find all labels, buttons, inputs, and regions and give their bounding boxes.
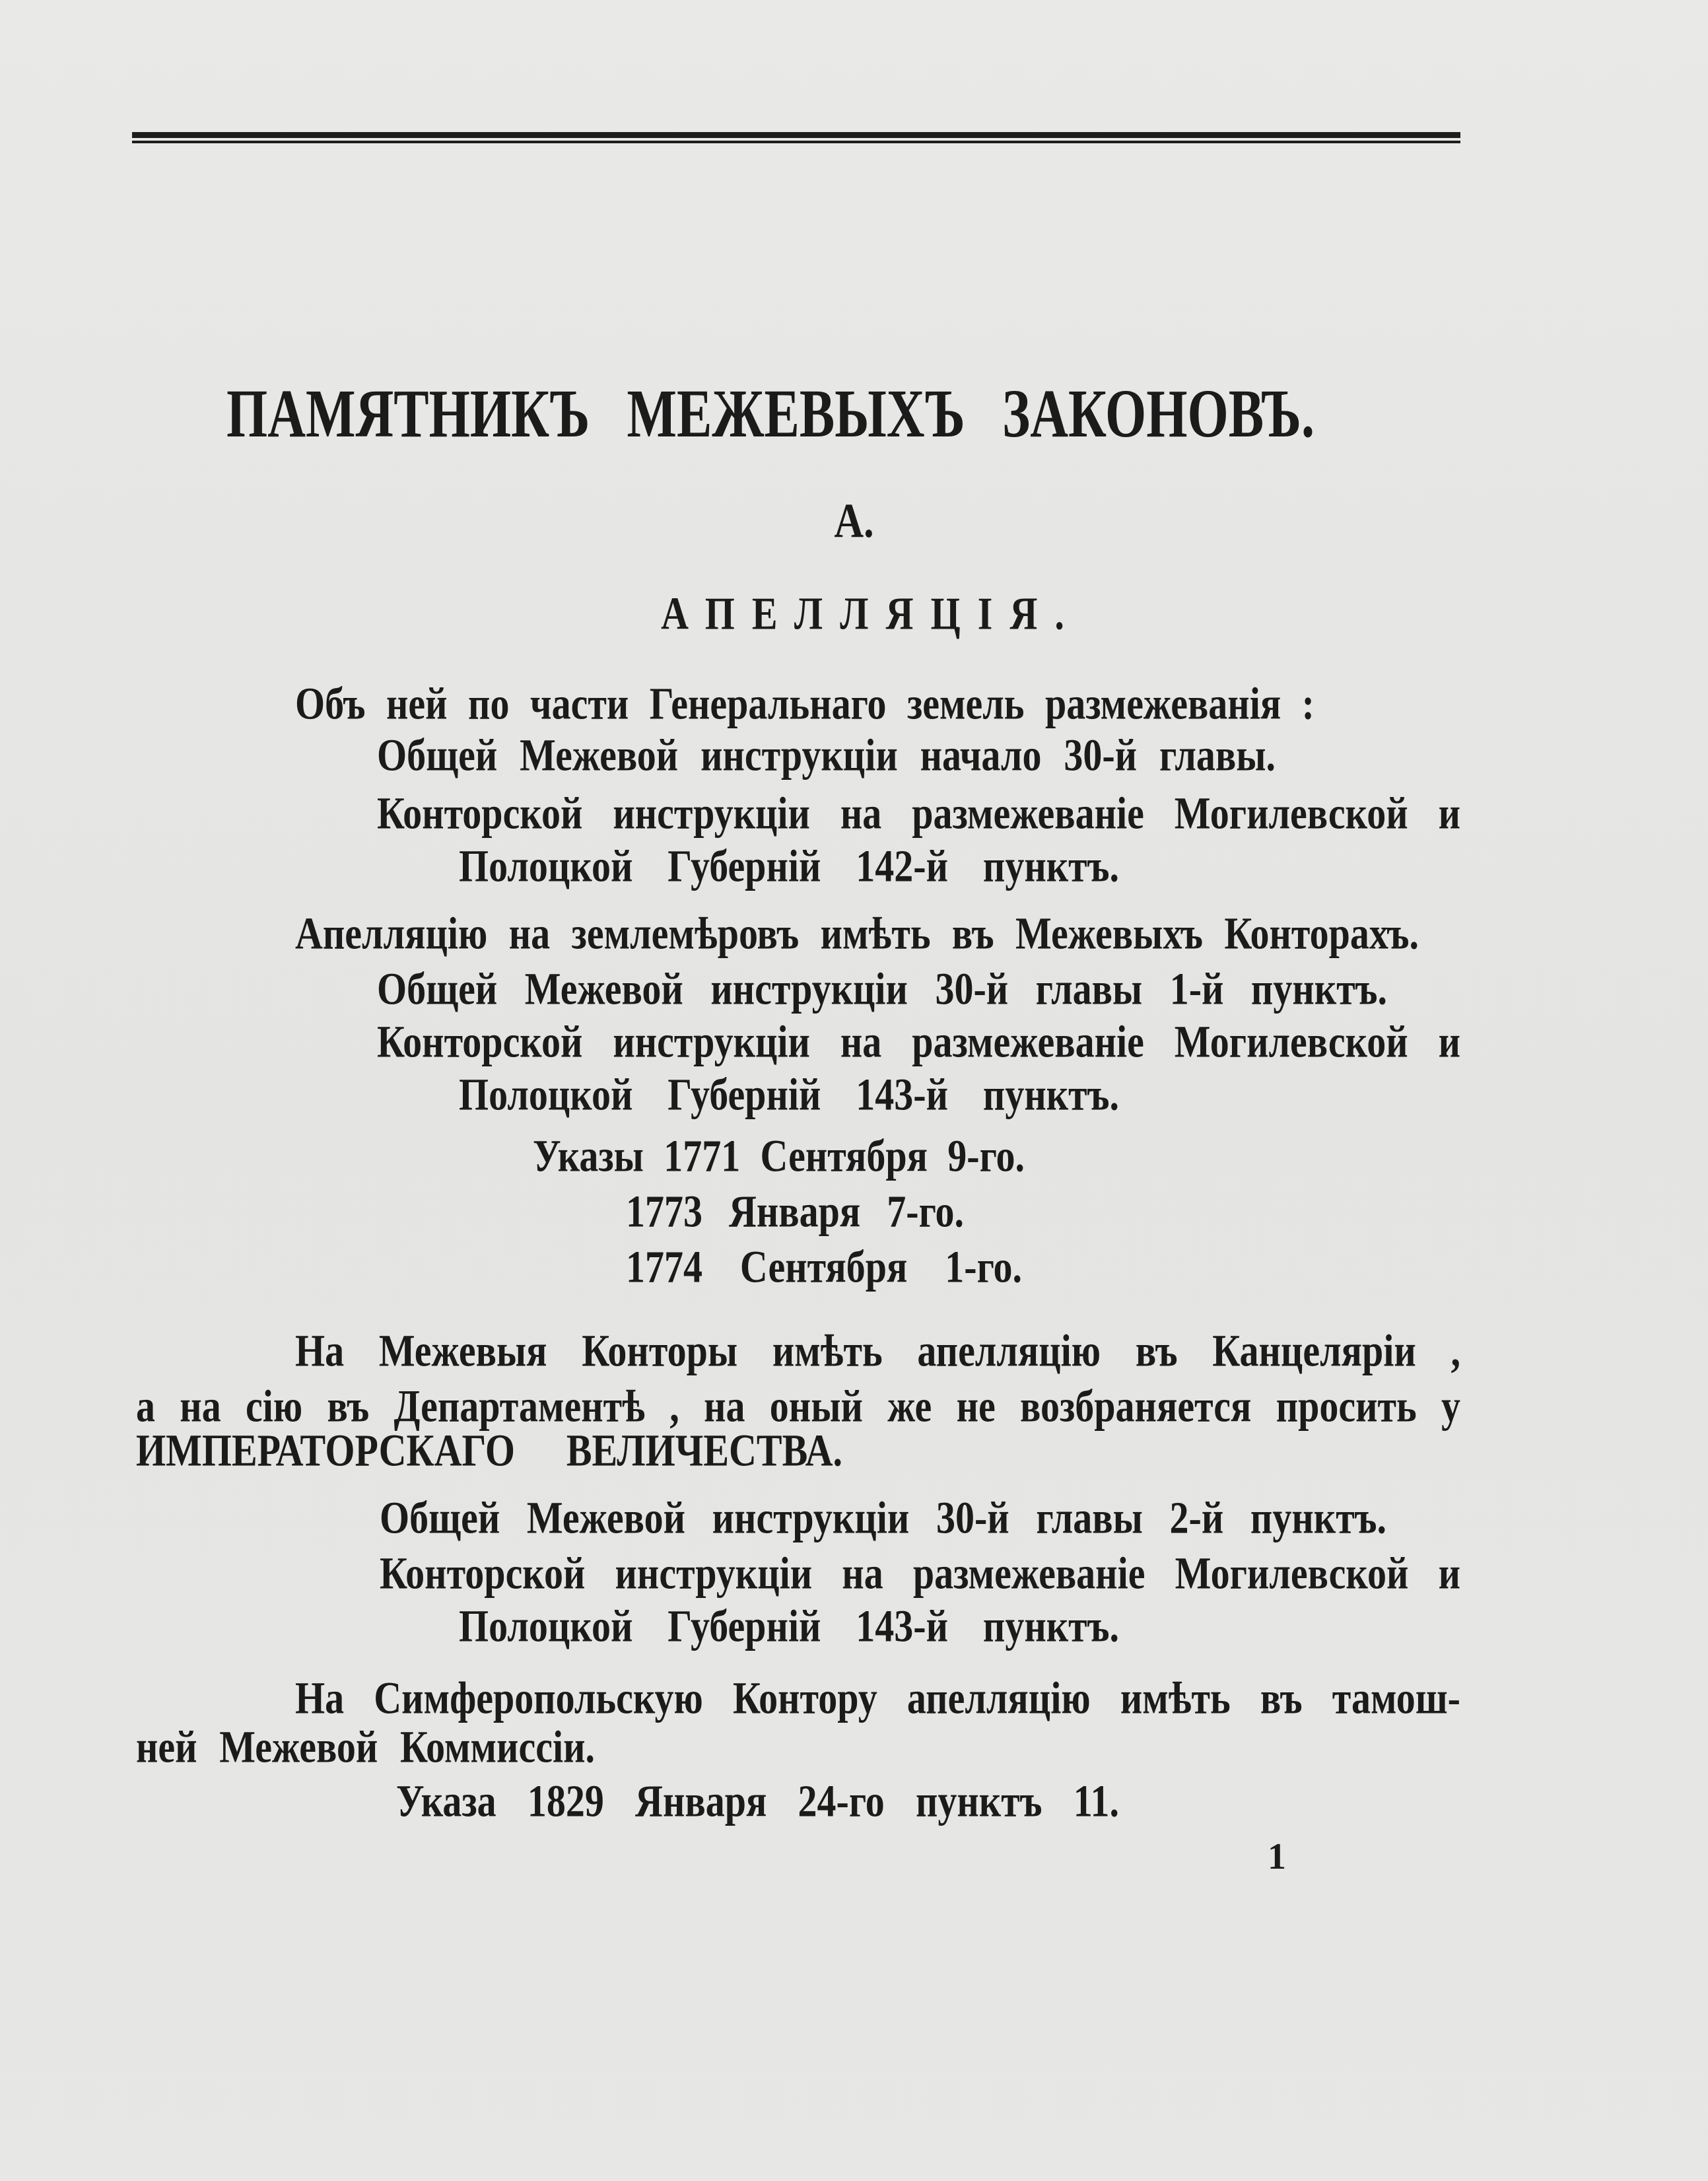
text-line: Общей Межевой инструкціи 30-й главы 1-й пунктъ.	[377, 963, 1387, 1014]
header-rule-thin	[132, 141, 1460, 143]
section-letter: А.	[834, 494, 874, 548]
text-line: ИМПЕРАТОРСКАГО ВЕЛИЧЕСТВА.	[136, 1425, 842, 1476]
text-line: а на сію въ Департаментѣ , на оный же не возбраняется просить у	[136, 1381, 1460, 1432]
text-line: 1774 Сентября 1-го.	[626, 1241, 1022, 1292]
text-line: Полоцкой Губерній 142-й пунктъ.	[459, 841, 1119, 891]
text-line: Полоцкой Губерній 143-й пунктъ.	[459, 1069, 1119, 1120]
text-line: Полоцкой Губерній 143-й пунктъ.	[459, 1601, 1119, 1651]
text-line: Указы 1771 Сентября 9-го.	[533, 1130, 1025, 1181]
text-line: Конторской инструкціи на размежеваніе Могилевской и	[377, 788, 1460, 839]
text-line: Апелляцію на землемѣровъ имѣть въ Межевыхъ Конторахъ.	[295, 908, 1419, 959]
text-line: ней Межевой Коммиссіи.	[136, 1721, 595, 1772]
text-line: Общей Межевой инструкціи 30-й главы 2-й пунктъ.	[380, 1492, 1386, 1543]
text-line: На Межевыя Конторы имѣть апелляцію въ Канцеляріи ,	[295, 1325, 1460, 1376]
header-rule-thick	[132, 132, 1460, 138]
text-line: На Симферопольскую Контору апелляцію имѣть въ тамош-	[295, 1673, 1460, 1723]
text-line: 1773 Января 7-го.	[626, 1186, 964, 1237]
text-line: Объ ней по части Генеральнаго земель размежеванія :	[295, 678, 1315, 729]
text-line: Общей Межевой инструкціи начало 30-й главы.	[377, 730, 1276, 780]
text-line: Конторской инструкціи на размежеваніе Могилевской и	[380, 1548, 1460, 1599]
text-line: Указа 1829 Января 24-го пунктъ 11.	[396, 1776, 1119, 1826]
section-heading: АПЕЛЛЯЦІЯ.	[661, 588, 1082, 640]
text-line: Конторской инструкціи на размежеваніе Могилевской и	[377, 1016, 1460, 1067]
page-title: ПАМЯТНИКЪ МЕЖЕВЫХЪ ЗАКОНОВЪ.	[226, 376, 1315, 452]
page-number: 1	[1268, 1836, 1286, 1877]
